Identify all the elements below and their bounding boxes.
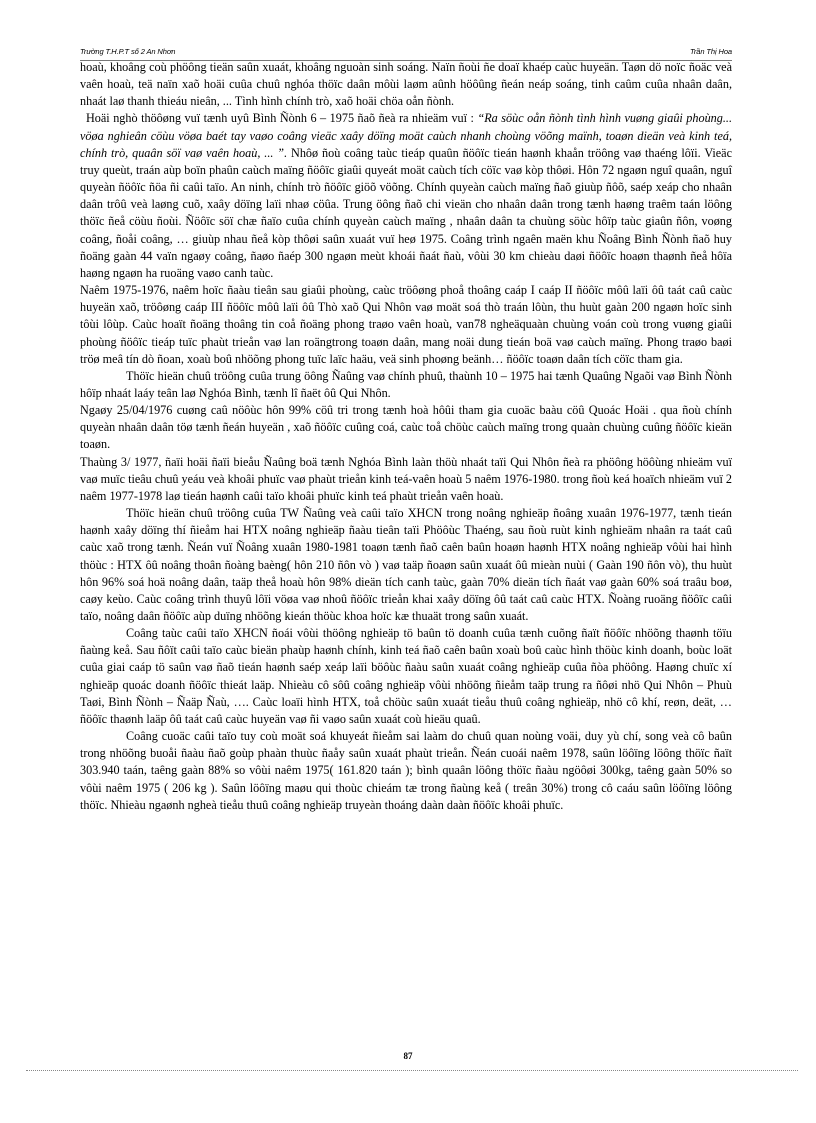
body-text [80, 59, 732, 814]
paragraph: Naêm 1975-1976, naêm hoïc ñaàu tieân sau giaûi phoùng, caùc tröôøng phoå thoâng caáp I caáp II ñöôïc môû laïi ôû taát caû caùc huyeän xaõ, tröôøng caáp III ñöôïc môû laïi ôû Thò xaõ Qui Nhôn vaø moät soá thò traán lôùn, thu huùt gaàn 200 ngaøn hoïc sinh tôùi lôùp. Caùc hoaït ñoäng thoâng tin coå ñoäng phong traøo vaên hoaù, van78 ngheäquaàn chuùng voán coù trong vuøng giaûi phoùng ñöôïc tieáp tuïc phaùt trieån vaø lan roängtrong toaøn daân, mang noäi dung tieán boä vaø caùch maïng. Phong traøo baøi tröø meâ tín dò ñoan, xoaù boû nhöõng phong tuïc laïc haäu, veä sinh phoøng beänh… ñöôïc toaøn daân tích cöïc tham gia. [80, 283, 732, 366]
paragraph: Ngaøy 25/04/1976 cuøng caû nöôùc hôn 99% cöû tri trong tænh hoà hôûi tham gia cuoäc baàu cöû Quoác Hoäi . qua ñoù chính quyeàn nhaân daân töø tænh ñeán huyeän , xaõ ñöôïc cuûng coá, caùc toå chöùc caùch maïng trong quaàn chuùng cuûng ñöôïc kieän toaøn. [80, 403, 732, 452]
paragraph-quote: “Ra söùc oån ñònh tình hình vuøng giaûi phoùng... vöøa nghieân cöùu vöøa baét tay vaøo coâng vieäc xaây döïng moät caùch nhanh choùng vöõng maïnh, toaøn dieän veà kinh teá, chính trò, quaân söï vaø vaên hoaù, ... ”. [80, 111, 733, 160]
header-school: Trường T.H.P.T số 2 An Nhơn [80, 47, 176, 56]
page-number: 87 [403, 1051, 413, 1061]
paragraph: Thöïc hieän chuû tröông cuûa TW Ñaûng veà caûi taïo XHCN trong noâng nghieäp ñoâng xuaân 1976-1977, tænh tieán haønh xaây döïng thí ñieåm hai HTX noâng nghieäp ñaàu tieân taïi Phöôùc Thaéng, sau ñoù ruùt kinh nghieäm nhaân ra taát caû caùc xaõ trong tænh. Ñeán vuï Ñoâng xuaân 1980-1981 toaøn tænh ñaõ caên baûn hoaøn haønh HTX noâng nghieäp vôùi hai hình thöùc : HTX ôû noâng thoân ñoàng baèng( hôn 210 ñôn vò ) vaø taäp ñoaøn saûn xuaát ôû mieàn nuùi ( Gaàn 190 ñôn vò), thu huùt hôn 96% soá hoä noâng daân, taäp theå hoaù hôn 98% dieän tích canh taùc, gaàn 70% dieän tích ñaát vaø gaàn 60% soá traâu boø, caøy keùo. Caùc coâng trình thuyû lôïi vöøa vaø nhoû ñöôïc trieån khai xaây döïng ôû taát caû caùc HTX. Ñoàng ruoäng ñöôïc caûi taïo, noâng daân ñöôïc aùp duïng nhöõng kieán thöùc khoa hoïc kæ thuaät trong saûn xuaát. [80, 506, 732, 623]
paragraph-lead: Hoäi nghò thöôøng vuï tænh uyû Bình Ñònh 6 – 1975 ñaõ ñeà ra nhieäm vuï : [86, 111, 474, 126]
footer-divider [26, 1070, 798, 1071]
paragraph-continuation: Nhôø ñoù coâng taùc tieáp quaûn ñöôïc tieán haønh khaån tröông vaø thaéng lôïi. Vieäc truy queùt, traán aùp boïn phaûn caùch maïng ñöôïc giaûi quyeát moät caùch tích cöïc vaø kòp thôøi. Hôn 72 ngaøn nguî quaân, nguî quyeàn ñöôïc ñöa ñi caûi taïo. An ninh, chính trò ñöôïc giöõ vöõng. Chính quyeàn caùch maïng ñaõ giuùp ñôõ, saép xeáp cho nhaân daân trôû veà laøng cuõ, xaây döïng laïi nhaø cöûa. Trung öông ñaõ chi vieän cho nhaân daân trong tænh haøng traêm taán löông thöïc ñeå cöùu ñoùi. Ñöôïc söï chæ ñaïo cuûa chính quyeàn caùch maïng , nhaân daân ta chuùng söùc hôïp taùc giaûn ñôn, voøng coâng, ñoåi coâng, … giuùp nhau ñeå kòp thôøi saûn xuaát vuï heø 1975. Coâng trình ngaên maën khu Ñoâng Bình Ñònh ñaõ huy ñoäng gaàn 44 vaïn ngaøy coâng, ñaøo ñaép 300 ngaøn meùt khoái ñaát ñaù, vôùi 30 km chieàu daøi ñöôïc hoaøn thaønh ñeå hôïa haøng ngaøn ha ruoäng vaøo canh taùc. [80, 145, 733, 280]
page-header [80, 47, 732, 59]
paragraph: Coâng cuoäc caûi taïo tuy coù moät soá khuyeát ñieåm sai laàm do chuû quan noùng voäi, duy yù chí, song veà cô baûn trong nhöõng buoåi ñaàu ñaõ goùp phaàn thuùc ñaåy saûn xuaát phaùt trieån. Ñeán cuoái naêm 1978, saûn löôïng löông thöïc ñaït 303.940 taán, taêng gaàn 88% so vôùi naêm 1975( 161.820 taán ); bình quaân löông thöïc ñaàu ngöôøi 300kg, taêng gaàn 50% so vôùi naêm 1975 ( 206 kg ). Saûn löôïng maøu qui thoùc chieám tæ trong ñaùng keå ( treân 30%) trong cô caáu saûn löôïng löông thöïc. Nhieàu ngaønh ngheà tieåu thuû coâng nghieäp truyeàn thoáng daàn daàn ñöôïc khoâi phuïc. [80, 729, 732, 812]
paragraph: Thöïc hieän chuû tröông cuûa trung öông Ñaûng vaø chính phuû, thaùnh 10 – 1975 hai tænh Quaûng Ngaõi vaø Bình Ñònh hôïp nhaát laáy teân laø Nghóa Bình, tænh lî ñaët ôû Qui Nhôn. [80, 368, 732, 400]
header-author: Trần Thị Hoa [689, 47, 732, 56]
paragraph: hoaù, khoâng coù phöông tieän saûn xuaát, khoâng nguoàn sinh soáng. Naïn ñoùi ñe doaï khaép caùc huyeän. Taøn dö noïc ñoäc veà vaên hoaù, teä naïn xaõ hoäi cuûa chuû nghóa thöïc daân môùi laøm aûnh höôûng ñeán neáp soáng, tinh caûm cuûa nhaân daân, nhaát laø thanh thieáu nieân, ... Tình hình chính trò, xaõ hoäi chöa oån ñònh. [80, 60, 732, 109]
paragraph: Thaùng 3/ 1977, ñaïi hoäi ñaïi bieåu Ñaûng boä tænh Nghóa Bình laàn thöù nhaát taïi Qui Nhôn ñeà ra phöông höôùng nhieäm vuï vaø muïc tieâu chuû yeáu veà khoâi phuïc vaø phaùt trieån kinh teá-vaên hoaù 5 naêm 1976-1980. trong ñoù keá hoaïch nhieäm vuï 2 naêm 1977-1978 laø tieán haønh caûi taïo khoâi phuïc kinh teá phaùt trieån vaên hoaù. [80, 454, 732, 503]
paragraph: Coâng taùc caûi taïo XHCN ñoái vôùi thöông nghieäp tö baûn tö doanh cuûa tænh cuõng ñaït ñöôïc nhöõng thaønh töïu ñaùng keå. Sau ñôït caûi taïo caùc bieän phaùp haønh chính, kinh teá ñaõ caên baûn xoaù boû caùc hình thöùc kinh doanh, boùc loät cuûa giai caáp tö saûn vaø ñaõ tieán haønh saép xeáp laïi böôùc ñaàu saûn xuaát coâng nghieäp cuûa ñòa phöông. Haøng chuïc xí nghieäp quoác doanh ñöôïc thieát laäp. Nhieàu cô sôû coâng nghieäp vôùi nhöõng ñieåm taäp trung ra ñôøi nhö Qui Nhôn – Phuù Taøi, Bình Ñònh – Ñaäp Ñaù, …. Caùc loaïi hình HTX, toå chöùc saûn xuaát tieåu thuû coâng nghieäp, nhö cô khí, reøn, deät, …ñöôïc thaønh laäp ôû taát caû caùc huyeän vaø ñi vaøo saûn xuaát coù hieäu quaû. [80, 626, 732, 726]
paragraph [80, 110, 732, 282]
